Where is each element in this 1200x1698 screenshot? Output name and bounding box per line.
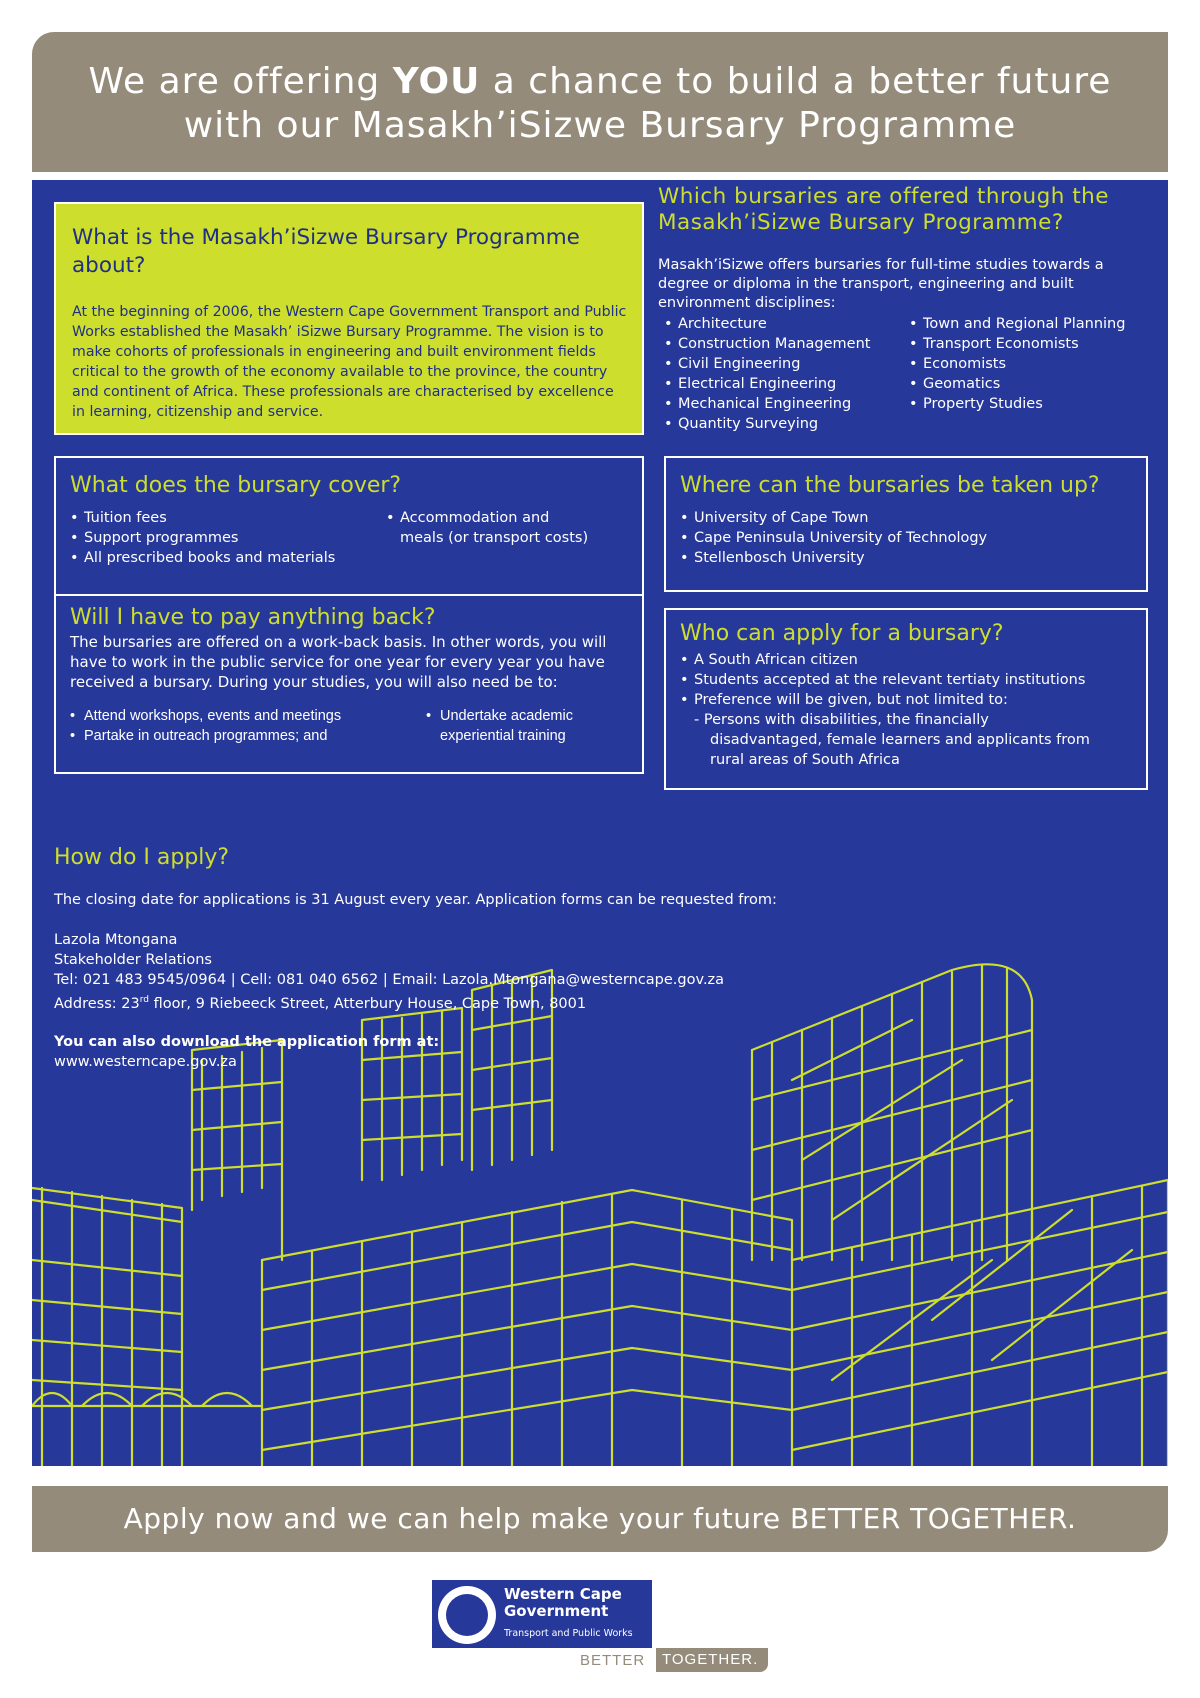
who-sub-line-1: - Persons with disabilities, the financially: [694, 712, 989, 728]
list-item: • Electrical Engineering: [664, 374, 909, 394]
list-item: • Attend workshops, events and meetings: [70, 706, 426, 726]
who-list: [680, 650, 1132, 710]
logo-subtitle: Transport and Public Works: [504, 1628, 633, 1639]
list-item: • A South African citizen: [680, 650, 1132, 670]
about-box: [54, 202, 644, 435]
where-list: [680, 508, 1132, 568]
list-item: • Partake in outreach programmes; and: [70, 726, 426, 746]
list-item: • Cape Peninsula University of Technology: [680, 528, 1132, 548]
download-link[interactable]: www.westerncape.gov.za: [54, 1053, 237, 1070]
list-item: • Civil Engineering: [664, 354, 909, 374]
about-title: What is the Masakh’iSizwe Bursary Programme about?: [72, 225, 580, 278]
footer-banner: Apply now and we can help make your future BETTER TOGETHER.: [32, 1486, 1168, 1552]
list-item: • Mechanical Engineering: [664, 394, 909, 414]
list-item: • Students accepted at the relevant tertiaty institutions: [680, 670, 1132, 690]
header-line-1: We are offering YOU a chance to build a better future: [88, 61, 1112, 102]
offered-list-1: [664, 314, 909, 434]
list-item: • Support programmes: [70, 528, 386, 548]
payback-title: Will I have to pay anything back?: [70, 605, 436, 630]
offered-title: Which bursaries are offered through the Masakh’iSizwe Bursary Programme?: [658, 184, 1110, 235]
list-item: • Preference will be given, but not limited to:: [680, 690, 1132, 710]
where-box: [664, 456, 1148, 592]
list-item: • All prescribed books and materials: [70, 548, 386, 568]
contact-address: Address: 23rd floor, 9 Riebeeck Street, Atterbury House, Cape Town, 8001: [54, 995, 587, 1012]
logo-title: Western Cape Government: [504, 1585, 622, 1620]
list-item: • Geomatics: [909, 374, 1125, 394]
about-body: At the beginning of 2006, the Western Cape Government Transport and Public Works established the Masakh’ iSizwe Bursary Programme. The vision is to make cohorts of professionals in engineering and built environment fields critical to the growth of the economy available to the province, the country and continent of Africa. These professionals are characterised by excellence in learning, citizenship and service.: [72, 304, 627, 420]
offered-intro: Masakh’iSizwe offers bursaries for full-time studies towards a degree or diploma in the transport, engineering and built environment disciplines:: [658, 257, 1104, 311]
header-banner: [32, 32, 1168, 172]
list-item: • Property Studies: [909, 394, 1125, 414]
payback-body: The bursaries are offered on a work-back basis. In other words, you will have to work in the public service for one year for every year you have received a bursary. During your studies, you will also need be to:: [70, 633, 607, 691]
list-item: • University of Cape Town: [680, 508, 1132, 528]
cover-list-2: [386, 508, 588, 568]
contact-details: Tel: 021 483 9545/0964 | Cell: 081 040 6562 | Email: Lazola.Mtongana@westerncape.gov.za: [54, 972, 725, 988]
apply-title: How do I apply?: [54, 845, 230, 870]
who-box: [664, 608, 1148, 790]
government-logo: [432, 1580, 652, 1648]
offered-list-2: [909, 314, 1125, 434]
payback-list-2: [426, 706, 573, 746]
who-title: Who can apply for a bursary?: [680, 621, 1004, 646]
who-sub-line-3: rural areas of South Africa: [710, 752, 900, 768]
contact-role: Stakeholder Relations: [54, 952, 212, 968]
list-item: • Tuition fees: [70, 508, 386, 528]
list-item: • Architecture: [664, 314, 909, 334]
slogan-together: TOGETHER.: [656, 1648, 768, 1672]
list-item: • Town and Regional Planning: [909, 314, 1125, 334]
cover-list-1: [70, 508, 386, 568]
list-item: • Accommodation and meals (or transport costs): [386, 508, 588, 548]
offered-section: [658, 184, 1158, 434]
list-item: • Construction Management: [664, 334, 909, 354]
coat-of-arms-icon: [438, 1586, 496, 1644]
list-item: • Quantity Surveying: [664, 414, 909, 434]
header-line-2: with our Masakh’iSizwe Bursary Programme: [183, 105, 1017, 146]
cover-title: What does the bursary cover?: [70, 473, 402, 498]
who-sub-line-2: disadvantaged, female learners and applicants from: [710, 732, 1090, 748]
contact-name: Lazola Mtongana: [54, 932, 178, 948]
where-title: Where can the bursaries be taken up?: [680, 473, 1100, 498]
download-label: You can also download the application form at:: [54, 1033, 440, 1050]
payback-list-1: [70, 706, 426, 746]
apply-closing: The closing date for applications is 31 August every year. Application forms can be requested from:: [54, 892, 777, 908]
list-item: • Undertake academic experiential training: [426, 706, 573, 746]
cover-box: [54, 456, 644, 595]
apply-section: [54, 844, 854, 1072]
list-item: • Transport Economists: [909, 334, 1125, 354]
slogan-better: BETTER: [580, 1652, 646, 1669]
list-item: • Economists: [909, 354, 1125, 374]
list-item: • Stellenbosch University: [680, 548, 1132, 568]
main-panel: [32, 180, 1168, 1466]
payback-box: [54, 594, 644, 774]
